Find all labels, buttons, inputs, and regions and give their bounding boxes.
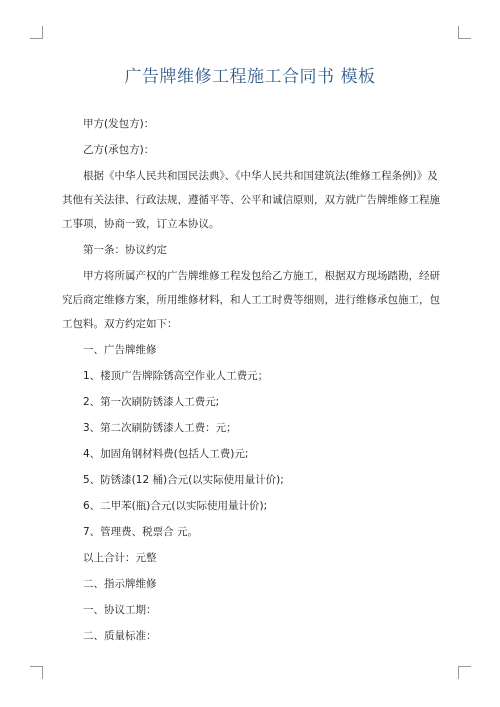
article-one-paragraph: 甲方将所属产权的广告牌维修工程发包给乙方施工，根据双方现场踏勘，经研究后商定维修方案，所用维修材料，和人工工时费等细则，进行维修承包施工，包工包料。双方约定如下：	[62, 270, 440, 330]
section-heading-signage: 二、指示牌维修	[83, 578, 157, 590]
party-a-line: 甲方(发包方)：	[83, 118, 155, 130]
list-item: 4、加固角钢材料费(包括人工费)元;	[83, 448, 249, 460]
document-body	[62, 112, 444, 650]
list-item: 7、管理费、税票合 元。	[83, 526, 199, 538]
list-item: 1、楼顶广告牌除锈高空作业人工费元；	[83, 370, 269, 382]
party-b-line: 乙方(承包方)：	[83, 144, 155, 156]
total-line: 以上合计：元整	[83, 552, 157, 564]
list-item: 2、第一次刷防锈漆人工费元;	[83, 396, 220, 408]
document-title: 广告牌维修工程施工合同书 模板	[124, 67, 376, 87]
crop-mark-top-left	[30, 26, 43, 39]
crop-mark-top-right	[458, 26, 471, 39]
list-item: 6、二甲苯(瓶)合元(以实际使用量计价);	[83, 500, 268, 512]
preamble-paragraph: 根据《中华人民共和国民法典》、《中华人民共和国建筑法(维修工程条例)》及其他有关法律、行政法规，遵循平等、公平和诚信原则，双方就广告牌维修工程施工事项，协商一致，订立本协议。	[62, 170, 440, 230]
duration-line: 一、协议工期：	[83, 604, 157, 616]
quality-line: 二、质量标准：	[83, 630, 157, 642]
article-one-heading: 第一条：协议约定	[83, 244, 167, 256]
section-heading-billboard: 一、广告牌维修	[83, 344, 157, 356]
crop-mark-bottom-right	[458, 666, 471, 679]
list-item: 5、防锈漆(12 桶)合元(以实际使用量计价);	[83, 474, 284, 486]
list-item: 3、第二次刷防锈漆人工费：元；	[83, 422, 237, 434]
crop-mark-bottom-left	[30, 666, 43, 679]
